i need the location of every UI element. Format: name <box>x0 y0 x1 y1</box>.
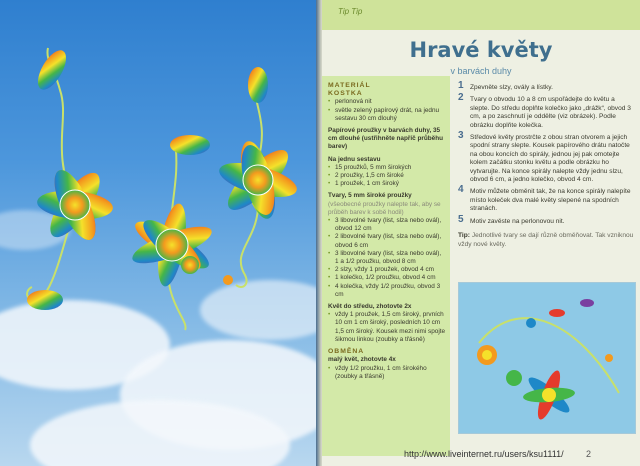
instructions <box>458 80 634 249</box>
list-item: • 1 proužek, 1 cm široký <box>328 180 446 188</box>
list-item: • 3 libovolné tvary (list, slza nebo ovál), obvod 12 cm <box>328 217 446 233</box>
step-number: 4 <box>458 184 464 196</box>
set-header: Na jednu sestavu <box>328 155 381 163</box>
list-item: • světle zelený papírový drát, na jednu sestavu 30 cm dlouhý <box>328 107 446 123</box>
step-text: Motiv můžete obměnit tak, že na konce spirály nalepíte místo koleček dva malé květy slepené na spodních stranách. <box>470 188 631 213</box>
watermark-url: http://www.liveinternet.ru/users/ksu1111/ <box>404 449 564 459</box>
step-4 <box>458 184 634 213</box>
list-item: • perlonová nit <box>328 98 446 106</box>
list-item: • 1 kolečko, 1/2 proužku, obvod 4 cm <box>328 274 446 282</box>
step-2 <box>458 92 634 130</box>
list-item: • 2 libovolné tvary (list, slza nebo ovál), obvod 6 cm <box>328 233 446 249</box>
parts-photo <box>458 282 636 434</box>
step-number: 1 <box>458 80 464 91</box>
series-mark: Tip Tip <box>338 7 363 16</box>
left-page-photo <box>0 0 318 466</box>
page-title: Hravé květy <box>409 38 553 62</box>
step-number: 5 <box>458 213 464 225</box>
variant-heading: OBMĚNA <box>328 348 365 356</box>
top-strip <box>322 0 640 30</box>
tip-text: Jednotlivé tvary se dají různě obměňovat. Tak vzniknou vždy nové květy. <box>458 232 634 248</box>
step-number: 3 <box>458 130 464 142</box>
page-number: 2 <box>586 449 592 459</box>
list-item: • 3 libovolné tvary (list, slza nebo ovál), 1 a 1/2 proužku, obvod 8 cm <box>328 250 446 266</box>
center-header: Květ do středu, zhotovte 2x <box>328 303 412 311</box>
step-text: Zpevněte slzy, ovály a lístky. <box>470 84 553 91</box>
tip-label: Tip: <box>458 232 470 240</box>
shapes-note: (všeobecné proužky nalepte tak, aby se průběh barev k sobě hodil) <box>328 200 441 216</box>
list-item: • vždy 1/2 proužku, 1 cm širokého (zoubky a třásně) <box>328 365 446 381</box>
variant-header: malý květ, zhotovte 4x <box>328 356 396 364</box>
list-item: • 2 slzy, vždy 1 proužek, obvod 4 cm <box>328 266 446 274</box>
materials-subheading: KOSTKA <box>328 90 363 98</box>
materials-list <box>328 82 446 381</box>
shapes-header: Tvary, 5 mm široké proužky <box>328 192 412 200</box>
right-page <box>322 0 640 466</box>
step-number: 2 <box>458 92 464 104</box>
step-text: Motiv zavěste na perlonovou nit. <box>470 217 565 225</box>
quilled-flowers-illustration <box>0 0 318 466</box>
strips-header: Papírové proužky v barvách duhy, 35 cm dlouhé (ustřihněte napříč průběhu barev) <box>328 127 444 151</box>
list-item: • 4 kolečka, vždy 1/2 proužku, obvod 3 cm <box>328 283 446 299</box>
step-text: Středové květy prostrčte z obou stran otvorem a jejich spodní strany slepte. Kousek papírového drátu natočte na obou koncích do spirály, jednou jej pak omotejte kolem začátku stonku květu a podle obrázku ho vytvarujte. Na konce spirály nalepte vždy jednu slzu, obvod 6 cm, a jedno kolečko, obvod 4 cm. <box>470 134 630 184</box>
step-text: Tvary o obvodu 10 a 8 cm uspořádejte do květu a slepte. Do středu doplňte kolečko jako „drážk“, obvod 3 cm, a po zaschnutí je oddělte (viz obrázek). Podle obrázku doplňte kolečka. <box>470 96 631 129</box>
list-item: • 2 proužky, 1,5 cm široké <box>328 172 446 180</box>
list-item: • vždy 1 proužek, 1,5 cm široký, prvních 10 cm 1 cm široký, posledních 10 cm 1,5 cm široký. Kousek mezi nimi spojte šikmou linkou (zoubky a třásně) <box>328 311 446 344</box>
step-1 <box>458 80 634 92</box>
step-5 <box>458 213 634 226</box>
tip <box>458 232 634 249</box>
list-item: • 15 proužků, 5 mm širokých <box>328 164 446 172</box>
page-subtitle: v barvách duhy <box>450 66 512 76</box>
materials-heading: MATERIÁL <box>328 82 371 89</box>
step-3 <box>458 130 634 184</box>
quilled-parts-illustration <box>459 283 635 433</box>
